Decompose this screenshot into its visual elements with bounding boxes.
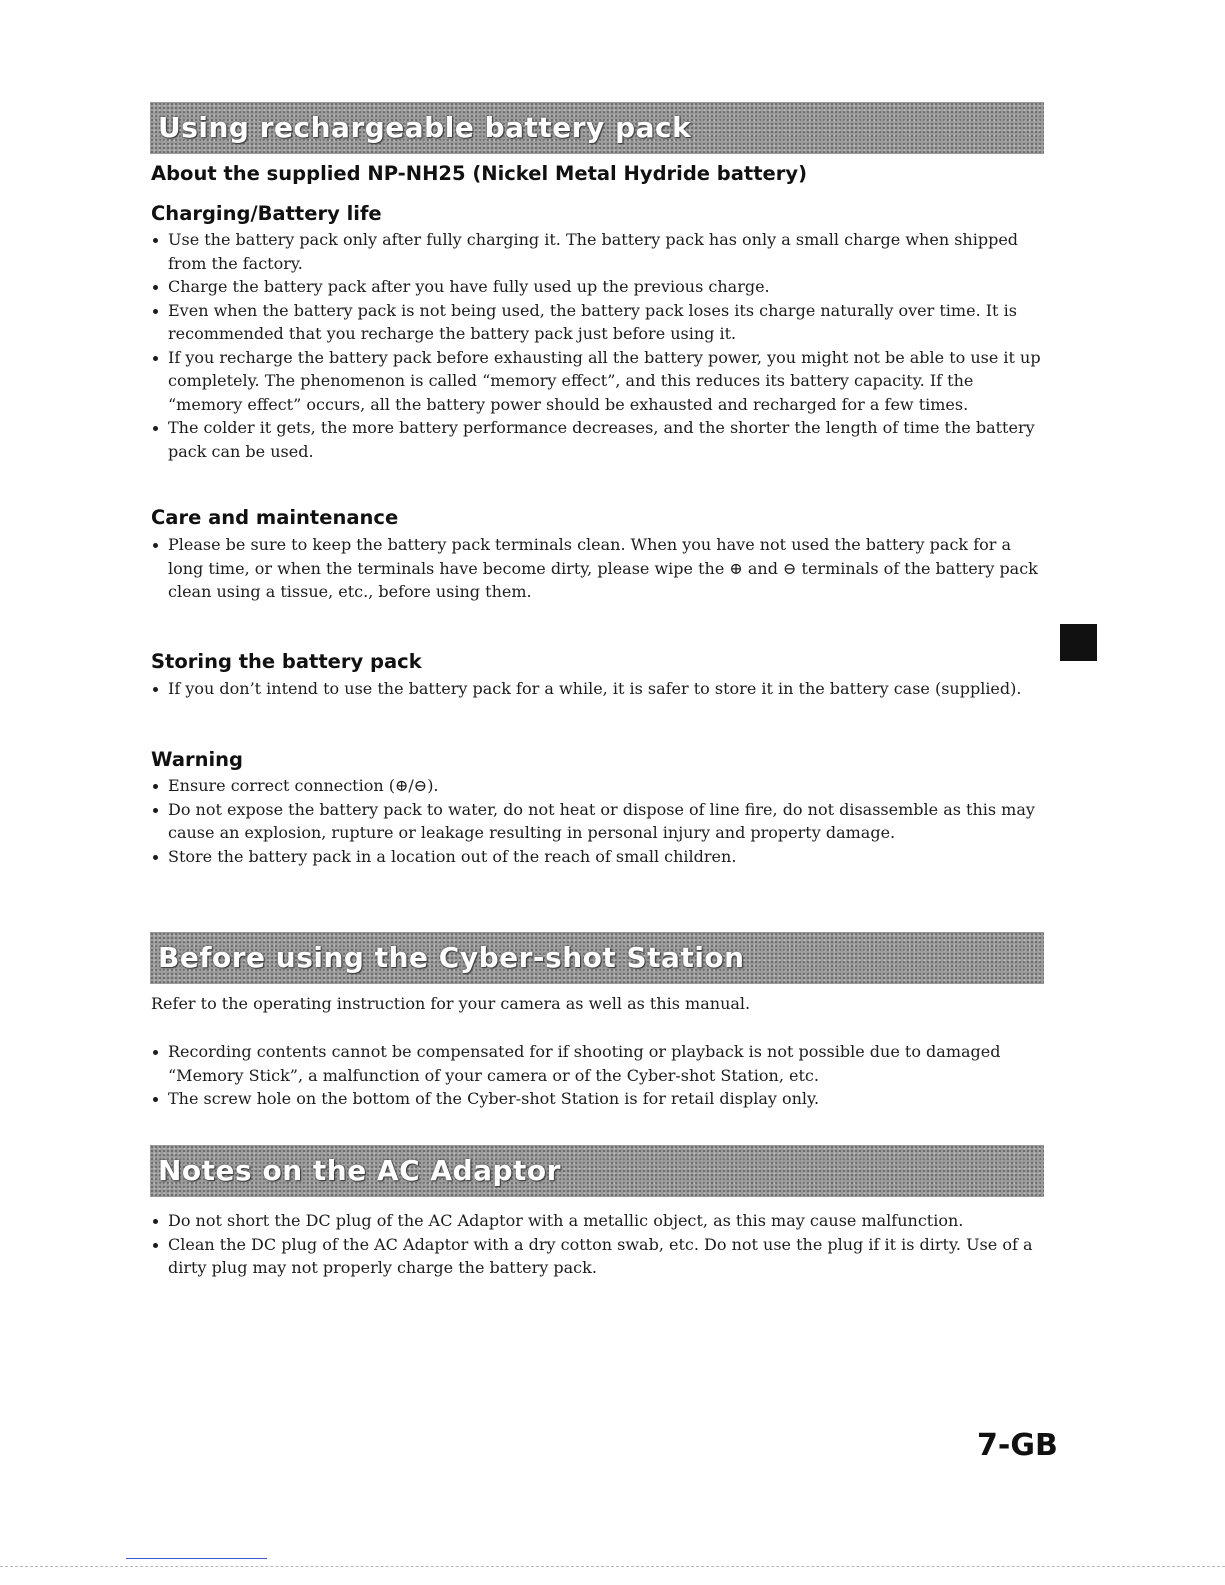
section-banner-battery: Using rechargeable battery pack: [150, 102, 1044, 154]
list-item: Even when the battery pack is not being used, the battery pack loses its charge naturally over time. It is recommended that you recharge the battery pack just before using it.: [151, 299, 1051, 346]
station-list: [151, 1040, 1051, 1111]
list-item: Do not short the DC plug of the AC Adaptor with a metallic object, as this may cause malfunction.: [151, 1209, 1051, 1233]
page-number: 7-GB: [977, 1428, 1058, 1463]
care-list: [151, 533, 1051, 604]
storing-heading: Storing the battery pack: [151, 650, 422, 673]
list-item: Do not expose the battery pack to water, do not heat or dispose of line fire, do not disassemble as this may cause an explosion, rupture or leakage resulting in personal injury and property damage.: [151, 798, 1051, 845]
page-bottom-rule: [0, 1566, 1225, 1567]
warning-heading: Warning: [151, 748, 243, 771]
list-item: Ensure correct connection (⊕/⊖).: [151, 774, 1051, 798]
charging-list: [151, 228, 1051, 463]
list-item: Store the battery pack in a location out of the reach of small children.: [151, 845, 1051, 869]
list-item: The screw hole on the bottom of the Cyber-shot Station is for retail display only.: [151, 1087, 1051, 1111]
section-banner-adaptor: Notes on the AC Adaptor: [150, 1145, 1044, 1197]
charging-heading: Charging/Battery life: [151, 202, 382, 225]
thumb-index-tab: [1060, 624, 1097, 661]
list-item: The colder it gets, the more battery performance decreases, and the shorter the length of time the battery pack can be used.: [151, 416, 1051, 463]
list-item: Recording contents cannot be compensated for if shooting or playback is not possible due to damaged “Memory Stick”, a malfunction of your camera or of the Cyber-shot Station, etc.: [151, 1040, 1051, 1087]
warning-list: [151, 774, 1051, 868]
link-underline: [126, 1558, 267, 1559]
intro-paragraph: Refer to the operating instruction for your camera as well as this manual.: [151, 994, 751, 1013]
adaptor-list: [151, 1209, 1051, 1280]
list-item: Charge the battery pack after you have fully used up the previous charge.: [151, 275, 1051, 299]
list-item: If you don’t intend to use the battery pack for a while, it is safer to store it in the battery case (supplied).: [151, 677, 1051, 701]
storing-list: [151, 677, 1051, 701]
care-heading: Care and maintenance: [151, 506, 399, 529]
list-item: Use the battery pack only after fully charging it. The battery pack has only a small charge when shipped from the factory.: [151, 228, 1051, 275]
list-item: If you recharge the battery pack before exhausting all the battery power, you might not be able to use it up completely. The phenomenon is called “memory effect”, and this reduces its battery capacity. If the “memory effect” occurs, all the battery power should be exhausted and recharged for a few times.: [151, 346, 1051, 417]
section-banner-station: Before using the Cyber-shot Station: [150, 932, 1044, 984]
list-item: Clean the DC plug of the AC Adaptor with a dry cotton swab, etc. Do not use the plug if it is dirty. Use of a dirty plug may not properly charge the battery pack.: [151, 1233, 1051, 1280]
list-item: Please be sure to keep the battery pack terminals clean. When you have not used the battery pack for a long time, or when the terminals have become dirty, please wipe the ⊕ and ⊖ terminals of the battery pack clean using a tissue, etc., before using them.: [151, 533, 1051, 604]
battery-subtitle: About the supplied NP-NH25 (Nickel Metal Hydride battery): [151, 162, 808, 185]
station-intro: [151, 992, 1051, 1016]
